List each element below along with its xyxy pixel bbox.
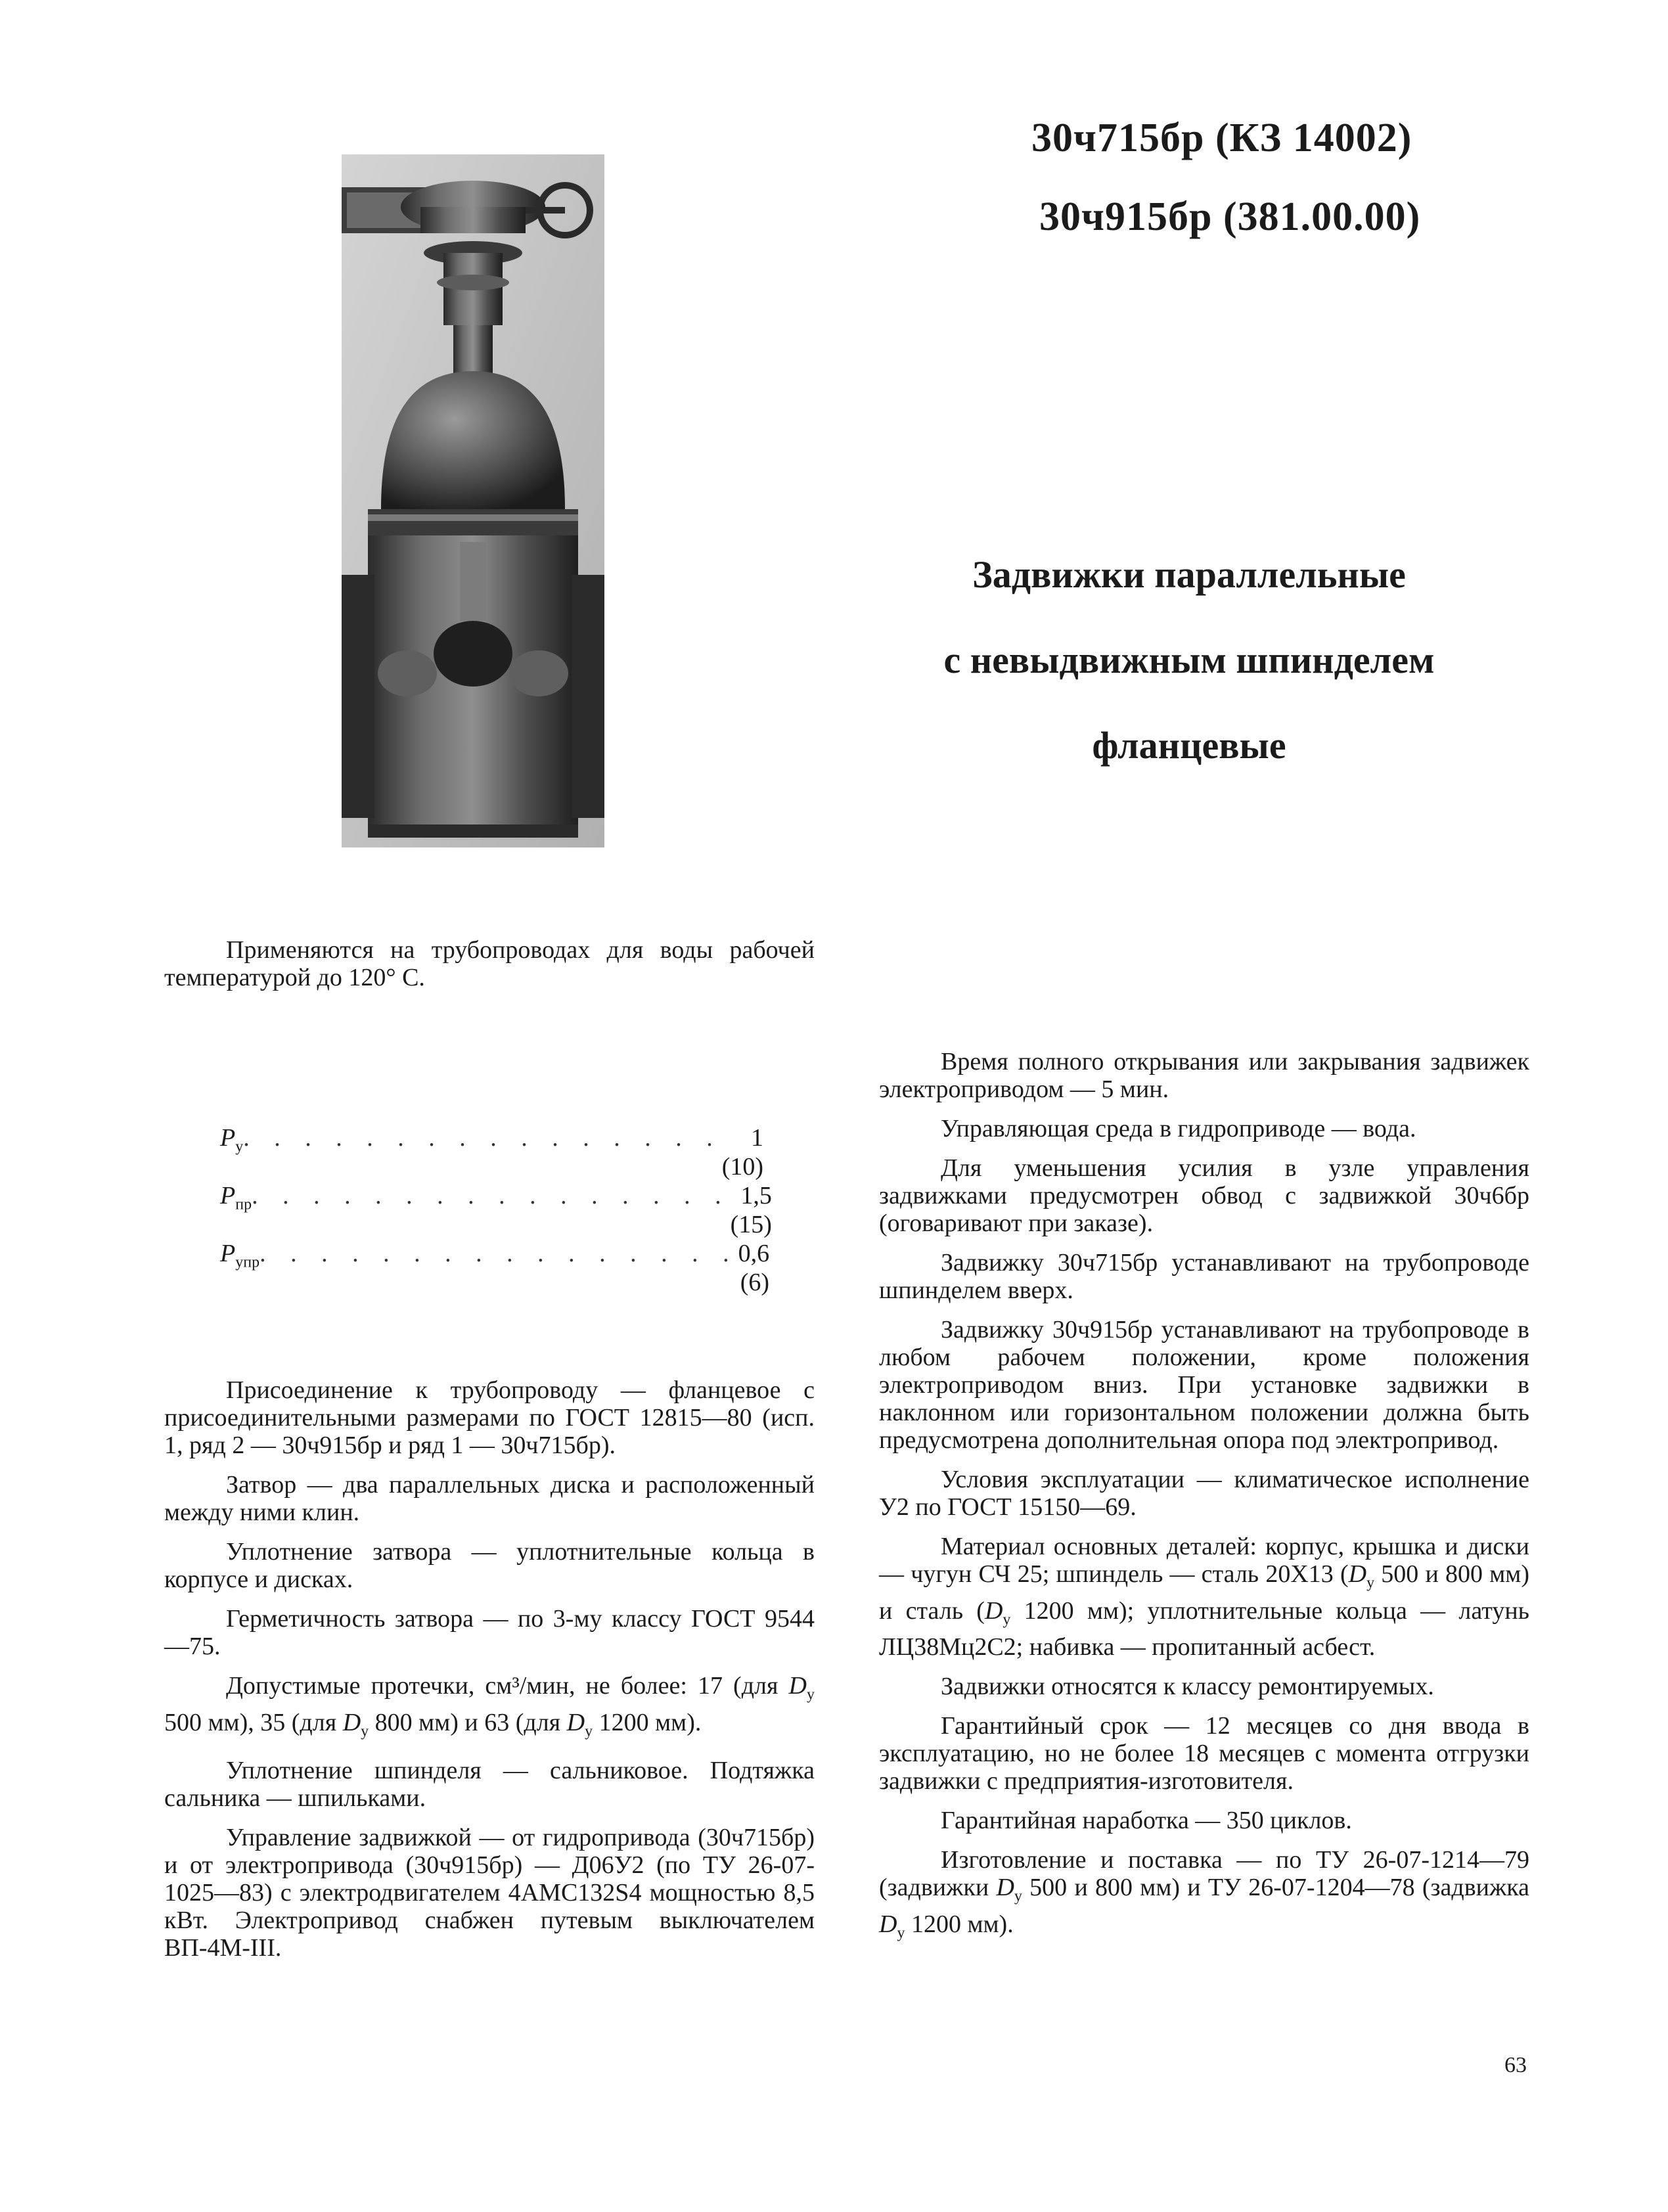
gate-valve-image bbox=[328, 154, 618, 847]
param-row bbox=[220, 1239, 770, 1297]
title-kz-14002: 30ч715бр (КЗ 14002) bbox=[1031, 116, 1412, 160]
paragraph-spindle-seal: Уплотнение шпинделя — сальниковое. Подтяжка сальника — шпильками. bbox=[164, 1757, 815, 1813]
param-value: 0,6 (6) bbox=[738, 1240, 770, 1296]
param-row bbox=[220, 1123, 764, 1181]
paragraph-bypass: Для уменьшения усилия в узле управления задвижками предусмотрен обвод с задвижкой 30ч6бр (оговаривают при заказе). bbox=[879, 1154, 1529, 1237]
paragraph-opening-time: Время полного открывания или закрывания задвижек электроприводом — 5 мин. bbox=[879, 1048, 1529, 1103]
paragraph-manufacturing: Изготовление и поставка — по ТУ 26-07-1214—79 (задвижки $D_у$ 500 и 800 мм) и ТУ 26-07-1204—78 (задвижка $D_у$ 1200 мм). bbox=[879, 1846, 1530, 1942]
paragraph-warranty: Гарантийный срок — 12 месяцев со дня ввода в эксплуатацию, но не более 18 месяцев с момента отгрузки задвижки с предприятия-изготовителя. bbox=[879, 1712, 1529, 1795]
paragraph-materials: Материал основных деталей: корпус, крышка и диски — чугун СЧ 25; шпиндель — сталь 20Х13 ($D_у$ 500 и 800 мм) и сталь ($D_у$ 1200 мм); уплотнительные кольца — латунь ЛЦ38Мц2С2; набивка — пропитанный асбест. bbox=[879, 1533, 1530, 1661]
leader-dots: . . . . . . . . . . . . . . . . bbox=[252, 1182, 731, 1209]
paragraph-operating-conditions: Условия эксплуатации — климатическое исполнение У2 по ГОСТ 15150—69. bbox=[879, 1466, 1529, 1521]
paragraph-leakage: Допустимые протечки, см³/мин, не более: 17 (для $D_у$ 500 мм), 35 (для $D_у$ 800 мм) и 63 (для $D_у$ 1200 мм). bbox=[164, 1672, 815, 1740]
paragraph-repairable: Задвижки относятся к классу ремонтируемых. bbox=[941, 1673, 1434, 1701]
param-symbol: $P_{пр}$ bbox=[220, 1182, 252, 1213]
section-heading bbox=[893, 532, 1485, 788]
param-symbol: $P_у$ bbox=[220, 1124, 244, 1156]
param-symbol: $P_{упр}$ bbox=[220, 1240, 260, 1271]
paragraph-seal: Уплотнение затвора — уплотнительные кольца в корпусе и дисках. bbox=[164, 1538, 815, 1593]
heading-line-2: с невыдвижным шпинделем bbox=[943, 639, 1435, 681]
leader-dots: . . . . . . . . . . . . . . . . bbox=[259, 1240, 738, 1267]
right-column bbox=[879, 1048, 1529, 1958]
left-column bbox=[164, 1376, 815, 1974]
title-381: 30ч915бр (381.00.00) bbox=[1039, 194, 1421, 239]
paragraph-install-915: Задвижку 30ч915бр устанавливают на трубопроводе в любом рабочем положении, кроме положения электроприводом вниз. При установке задвижки в наклонном или горизонтальном положении должна быть предусмотрена дополнительная опора под электропривод. bbox=[879, 1316, 1529, 1454]
paragraph-connection: Присоединение к трубопроводу — фланцевое с присоединительными размерами по ГОСТ 12815—80 (исп. 1, ряд 2 — 30ч915бр и ряд 1 — 30ч715бр). bbox=[164, 1376, 815, 1459]
param-row bbox=[220, 1181, 772, 1239]
heading-line-1: Задвижки параллельные bbox=[972, 553, 1406, 596]
heading-line-3: фланцевые bbox=[1092, 724, 1286, 767]
paragraph-install-715: Задвижку 30ч715бр устанавливают на трубопроводе шпинделем вверх. bbox=[879, 1249, 1529, 1304]
paragraph-warranty-cycles: Гарантийная наработка — 350 циклов. bbox=[941, 1807, 1352, 1835]
intro-text: Применяются на трубопроводах для воды рабочей температурой до 120° С. bbox=[164, 936, 815, 991]
page-number: 63 bbox=[1504, 2053, 1527, 2077]
paragraph-tightness: Герметичность затвора — по 3-му классу ГОСТ 9544—75. bbox=[164, 1605, 815, 1660]
valve-photo bbox=[328, 154, 618, 847]
parameters-list bbox=[220, 1123, 772, 1297]
leader-dots: . . . . . . . . . . . . . . . . bbox=[243, 1124, 722, 1152]
intro-paragraph bbox=[164, 936, 815, 1003]
param-value: 1 (10) bbox=[721, 1124, 764, 1181]
paragraph-control-medium: Управляющая среда в гидроприводе — вода. bbox=[941, 1115, 1416, 1142]
paragraph-control: Управление задвижкой — от гидропривода (30ч715бр) и от электропривода (30ч915бр) — Д06У2 (по ТУ 26-07-1025—83) с электродвигателем 4АМС132S4 мощностью 8,5 кВт. Электропривод снабжен путевым выключателем ВП-4М-III. bbox=[164, 1824, 815, 1962]
paragraph-closure: Затвор — два параллельных диска и расположенный между ними клин. bbox=[164, 1471, 815, 1526]
param-value: 1,5 (15) bbox=[730, 1182, 772, 1238]
